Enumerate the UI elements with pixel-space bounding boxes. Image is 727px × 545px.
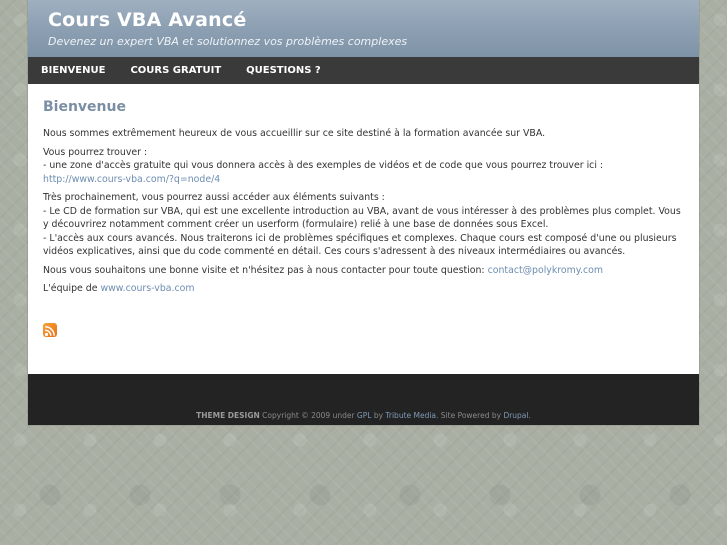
footer-by-text: by <box>371 411 386 420</box>
site-slogan: Devenez un expert VBA et solutionnez vos problèmes complexes <box>48 35 408 48</box>
upcoming-cd-text: - Le CD de formation sur VBA, qui est une excellente introduction au VBA, avant de vous intéresser à des problèmes plus complet. Vous y découvrirez notamment comment créer un userform (formulaire) relié à une base de données sous Excel. <box>43 205 681 230</box>
footer-copyright-text: Copyright © 2009 under <box>259 411 357 420</box>
contact-paragraph <box>43 264 684 278</box>
free-zone-paragraph <box>43 146 684 187</box>
signature-text: L'équipe de <box>43 283 101 294</box>
site-header <box>28 0 699 57</box>
footer-credits <box>28 411 699 420</box>
upcoming-courses-text: - L'accès aux cours avancés. Nous traiterons ici de problèmes spécifiques et complexes. Chaque cours est composé d'une ou plusieurs vidéos explicatives, ainsi que du code commenté en détail. Ces cours s'adressent à des niveaux intermédiaires ou avancés. <box>43 232 677 257</box>
upcoming-paragraph <box>43 191 684 259</box>
primary-nav <box>28 57 699 84</box>
free-zone-heading: Vous pourrez trouver : <box>43 146 148 158</box>
intro-paragraph: Nous sommes extrêmement heureux de vous accueillir sur ce site destiné à la formation avancée sur VBA. <box>43 128 546 139</box>
page-container <box>28 0 699 425</box>
site-url-link[interactable]: www.cours-vba.com <box>100 283 195 294</box>
theme-design-label: THEME DESIGN <box>196 411 260 420</box>
gpl-link[interactable]: GPL <box>356 411 372 420</box>
footer-period: . <box>528 411 531 420</box>
free-zone-text: - une zone d'accès gratuite qui vous donnera accès à des exemples de vidéos et de code que vous pourrez trouver ici : <box>43 160 604 171</box>
rss-feed-icon[interactable] <box>43 323 57 337</box>
footer-powered-text: . Site Powered by <box>436 411 504 420</box>
nav-item-cours-gratuit[interactable]: COURS GRATUIT <box>130 65 222 76</box>
upcoming-heading: Très prochainement, vous pourrez aussi accéder aux éléments suivants : <box>43 192 385 203</box>
site-footer <box>28 374 699 425</box>
site-name[interactable]: Cours VBA Avancé <box>48 9 247 31</box>
nav-item-questions[interactable]: QUESTIONS ? <box>246 65 321 76</box>
tribute-media-link[interactable]: Tribute Media <box>385 411 437 420</box>
main-content <box>43 99 684 301</box>
nav-item-bienvenue[interactable]: BIENVENUE <box>41 65 106 76</box>
free-zone-link[interactable]: http://www.cours-vba.com/?q=node/4 <box>43 173 221 185</box>
drupal-link[interactable]: Drupal <box>503 411 529 420</box>
page-title: Bienvenue <box>43 99 126 115</box>
contact-email-link[interactable]: contact@polykromy.com <box>487 264 604 276</box>
signature-paragraph <box>43 282 684 296</box>
contact-text: Nous vous souhaitons une bonne visite et n'hésitez pas à nous contacter pour toute question: <box>43 264 488 276</box>
